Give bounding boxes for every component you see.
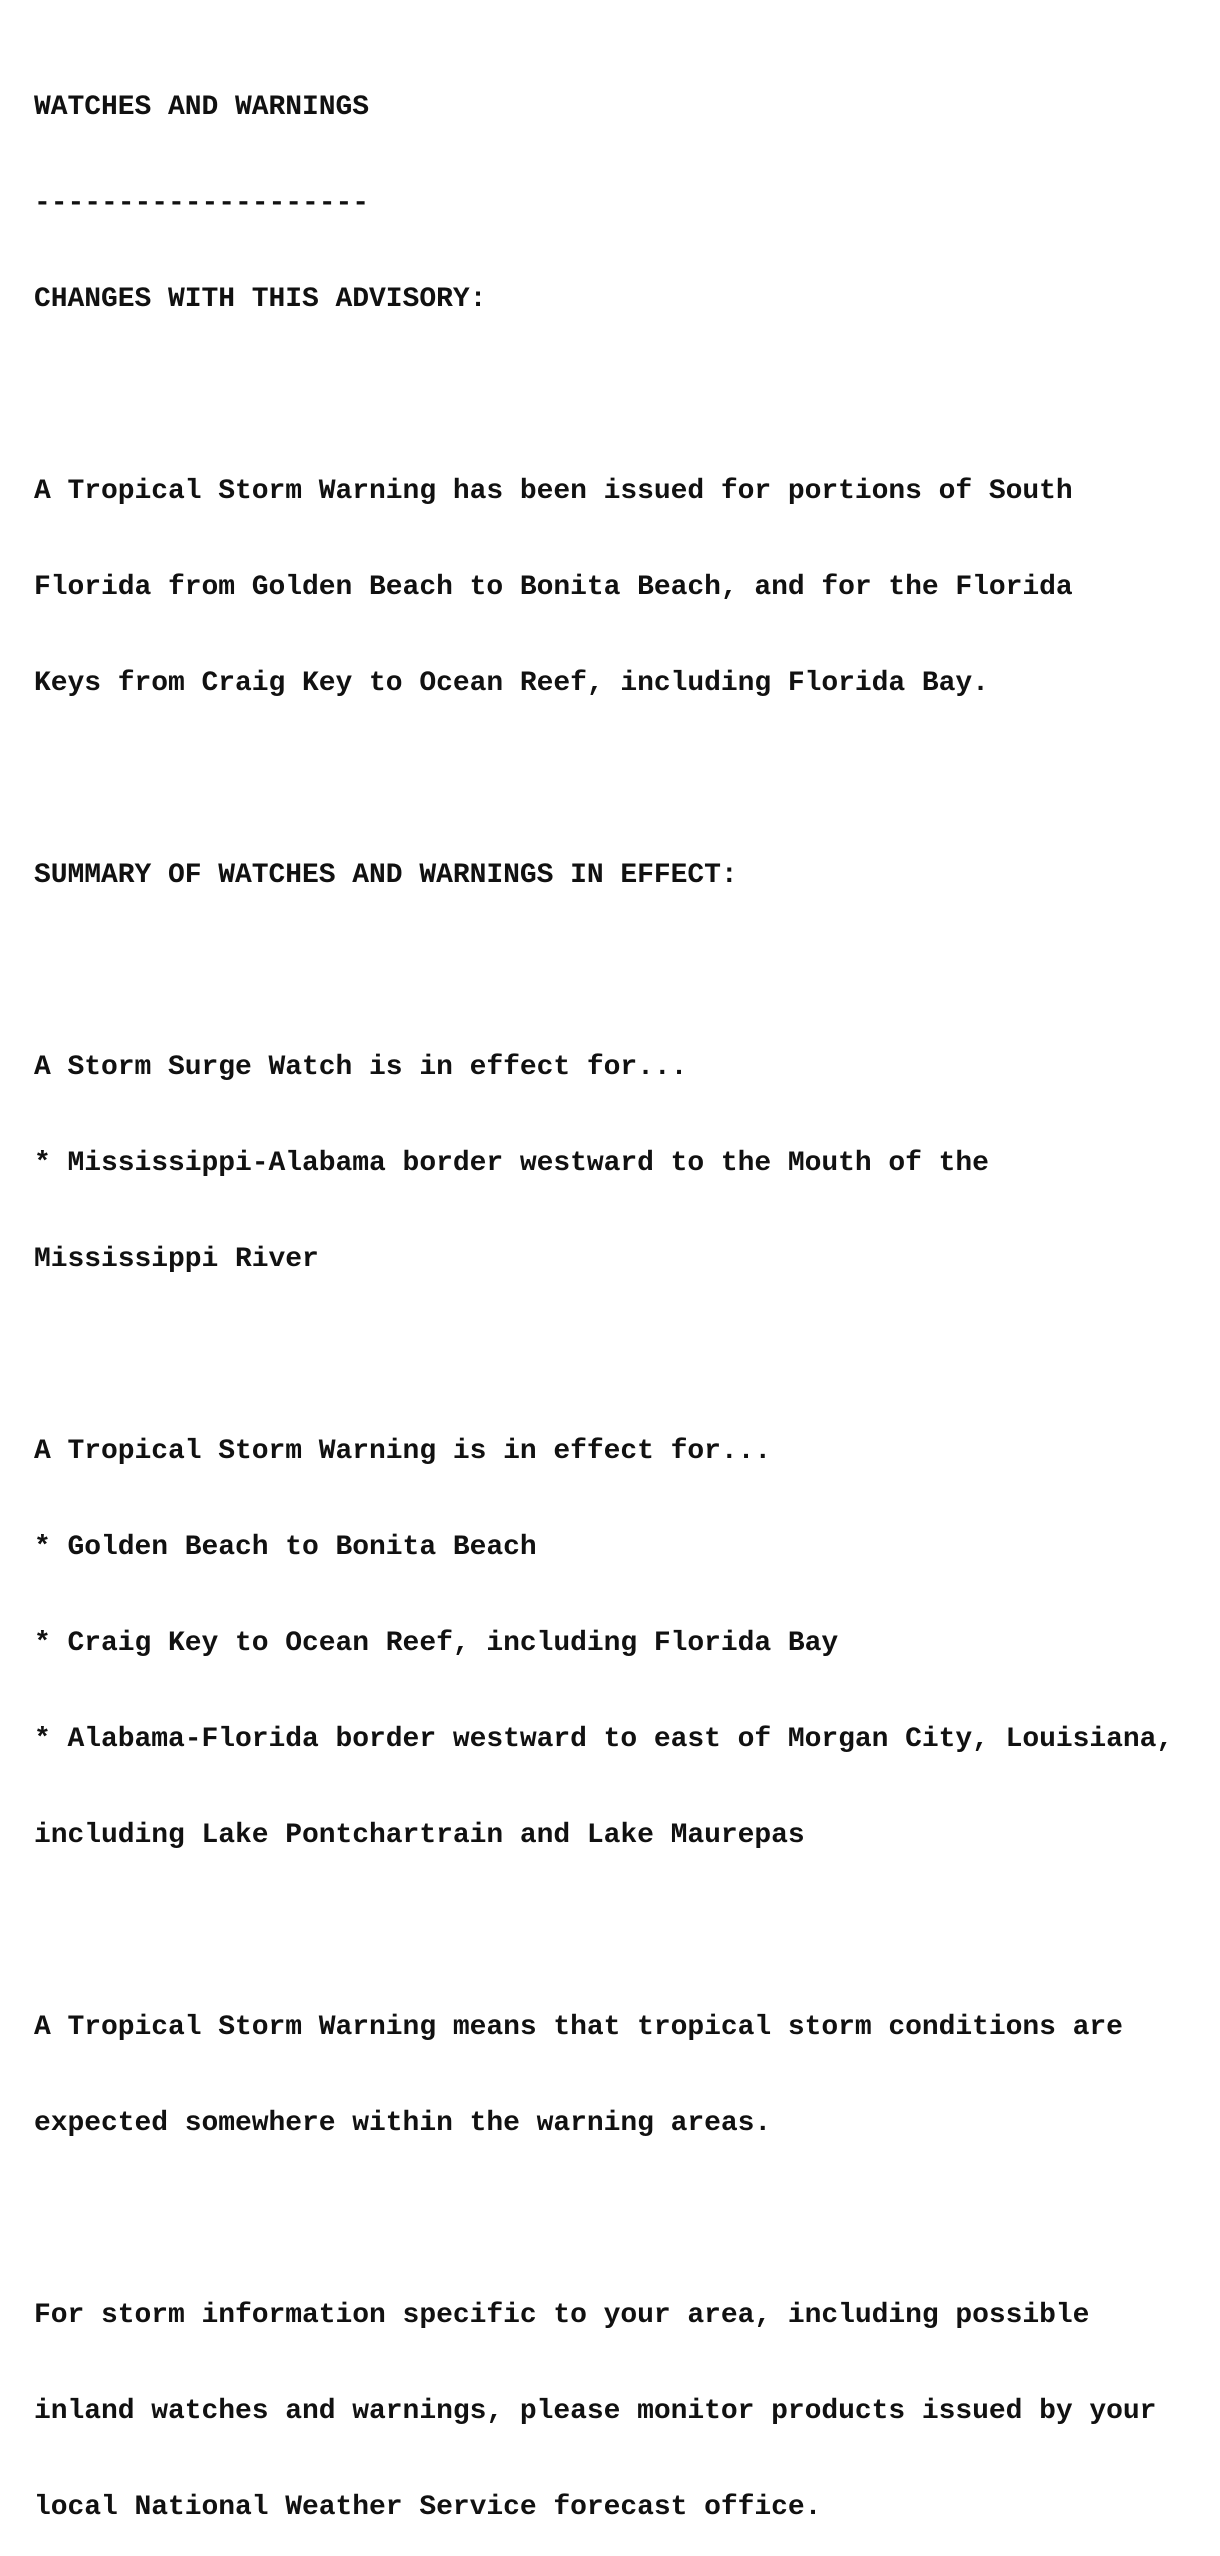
blank-line [34,1916,1214,1948]
advisory-text-block [34,28,1214,2556]
blank-line [34,380,1214,412]
storm-surge-watch-item: Mississippi River [34,1244,319,1275]
tropical-storm-warning-item: * Alabama-Florida border westward to east of Morgan City, Louisiana, [34,1724,1174,1755]
storm-surge-watch-intro: A Storm Surge Watch is in effect for... [34,1052,688,1083]
tropical-storm-warning-item: * Craig Key to Ocean Reef, including Florida Bay [34,1628,839,1659]
definition-line: expected somewhere within the warning areas. [34,2108,772,2139]
changes-paragraph-line: Florida from Golden Beach to Bonita Beach, and for the Florida [34,572,1073,603]
blank-line [34,1340,1214,1372]
definition-line: A Tropical Storm Warning means that tropical storm conditions are [34,2012,1123,2043]
blank-line [34,956,1214,988]
changes-paragraph-line: A Tropical Storm Warning has been issued for portions of South [34,476,1073,507]
section-heading: WATCHES AND WARNINGS [34,92,370,123]
blank-line [34,764,1214,796]
blank-line [34,2204,1214,2236]
changes-paragraph-line: Keys from Craig Key to Ocean Reef, including Florida Bay. [34,668,989,699]
changes-heading: CHANGES WITH THIS ADVISORY: [34,284,487,315]
more-info-line: local National Weather Service forecast office. [34,2492,822,2523]
tropical-storm-warning-item: including Lake Pontchartrain and Lake Maurepas [34,1820,805,1851]
more-info-line: For storm information specific to your area, including possible [34,2300,1090,2331]
summary-heading: SUMMARY OF WATCHES AND WARNINGS IN EFFECT: [34,860,738,891]
tropical-storm-warning-item: * Golden Beach to Bonita Beach [34,1532,537,1563]
tropical-storm-warning-intro: A Tropical Storm Warning is in effect for... [34,1436,772,1467]
heading-underline: -------------------- [34,188,370,219]
more-info-line: inland watches and warnings, please monitor products issued by your [34,2396,1157,2427]
storm-surge-watch-item: * Mississippi-Alabama border westward to the Mouth of the [34,1148,989,1179]
